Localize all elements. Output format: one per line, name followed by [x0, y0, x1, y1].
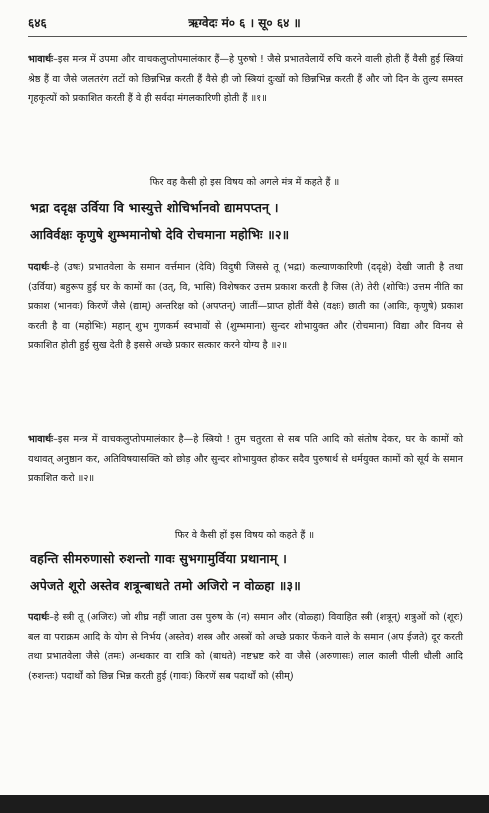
padartha-text: –हे (उषः) प्रभातवेला के समान वर्त्तमान (देवि) विदुषी जिससे तू (भद्रा) कल्याणकारिणी (ददृक्षे) देखी जाती है तथा (उर्विया) बहुरूप हुई घर के कामों का (उत्, वि, भासि) विशेषकर उत्तम प्रकाश करती है जिस (ते) तेरी (शोचिः) उत्तम नीति का प्रकाश (भानवः) किरणें जैसे (द्याम्) अन्तरिक्ष को (अपप्तन्) जातीं—प्राप्त होतीं वैसे (वक्षः) छाती का (आविः, कृणुषे) प्रकाश करती है वा (महोभिः) महान् शुभ गुणकर्म स्वभावों से (शुम्भमाना) सुन्दर शोभायुक्त और (रोचमाना) विद्या और विनय से प्रकाशित होती हुई सुख देती है इससे अच्छे प्रकार सत्कार करने योग्य है ॥२॥	[28, 262, 463, 351]
mantra-line: अपेजते शूरो अस्तेव शत्रून्बाधते तमो अजिरो न वोळ्हा ॥३॥	[30, 578, 301, 593]
page-header	[28, 14, 461, 32]
padartha-label: पदार्थः	[28, 612, 50, 623]
mantra-line: वहन्ति सीमरुणासो रुशन्तो गावः सुभगामुर्विया प्रथानाम् ।	[30, 551, 288, 566]
bhavartha-label: भावार्थः	[28, 54, 54, 65]
mantra-line: भद्रा ददृक्ष उर्विया वि भास्युत्ते शोचिर्भानवो द्यामपप्तन् ।	[30, 200, 279, 215]
padartha-paragraph-1	[28, 258, 463, 436]
header-rule	[28, 36, 467, 37]
bhavartha-paragraph-1	[28, 50, 463, 162]
viewer-bottom-bar	[0, 795, 489, 813]
padartha-text: –हे स्त्री तू (अजिरः) जो शीघ्र नहीं जाता उस पुरुष के (न) समान और (वोळ्हा) विवाहित स्त्री (शत्रून्) शत्रुओं को (शूरः) बल वा पराक्रम आदि के योग से निर्भय (अस्तेव) शस्त्र और अस्त्रों को अच्छे प्रकार फेंकने वाले के समान (अप ईजते) दूर करती तथा प्रभातवेला जैसे (तमः) अन्धकार वा रात्रि को (बाधते) नष्टभ्रष्ट करे वा जैसे (अरुणासः) लाल काली पीली धौली आदि (रुशन्तः) पदार्थों को छिन्न भिन्न करती हुई (गावः) किरणें सब पदार्थों को (सीम्)	[28, 612, 463, 682]
mantra-verse-3	[30, 545, 465, 599]
bhavartha-paragraph-2	[28, 430, 463, 522]
bhavartha-label: भावार्थः	[28, 434, 54, 445]
mantra-line: आविर्वक्षः कृणुषे शुम्भमानोषो देवि रोचमाना महोभिः ॥२॥	[30, 227, 290, 242]
mantra-intro-2: फिर वे कैसी हों इस विषय को कहते हैं ॥	[174, 530, 315, 541]
bhavartha-text: –इस मन्त्र में वाचकलुप्तोपमालंकार है—हे स्त्रियो ! तुम चतुरता से सब पति आदि को संतोष देकर, घर के कामों को यथावत् अनुष्ठान कर, अतिविषयासक्ति को छोड़ और सुन्दर शोभायुक्त होकर सदैव पुरुषार्थ से धर्मयुक्त कामों को सूर्य के समान प्रकाशित करो ॥२॥	[28, 434, 463, 484]
padartha-label: पदार्थः	[28, 262, 50, 273]
bhavartha-text: –इस मन्त्र में उपमा और वाचकलुप्तोपमालंकार हैं—हे पुरुषो ! जैसे प्रभातवेलायें रुचि करने वाली होती हैं वैसी हुई स्त्रियां श्रेष्ठ हैं वा जैसे जलतरंग तटों को छिन्नभिन्न करती हैं वैसे ही जो स्त्रियां दुःखों को छिन्नभिन्न करती हैं और जो दिन के तुल्य समस्त गृहकृत्यों को प्रकाशित करती हैं वे ही सर्वदा मंगलकारिणी होती हैं ॥१॥	[28, 54, 463, 104]
running-title: ऋग्वेदः मं० ६ । सू० ६४ ॥	[188, 16, 301, 30]
mantra-verse-2	[30, 194, 465, 248]
padartha-paragraph-2	[28, 608, 463, 786]
page-number: ६४६	[28, 16, 47, 30]
mantra-intro-1: फिर वह कैसी हो इस विषय को अगले मंत्र में कहते हैं ॥	[149, 177, 340, 188]
